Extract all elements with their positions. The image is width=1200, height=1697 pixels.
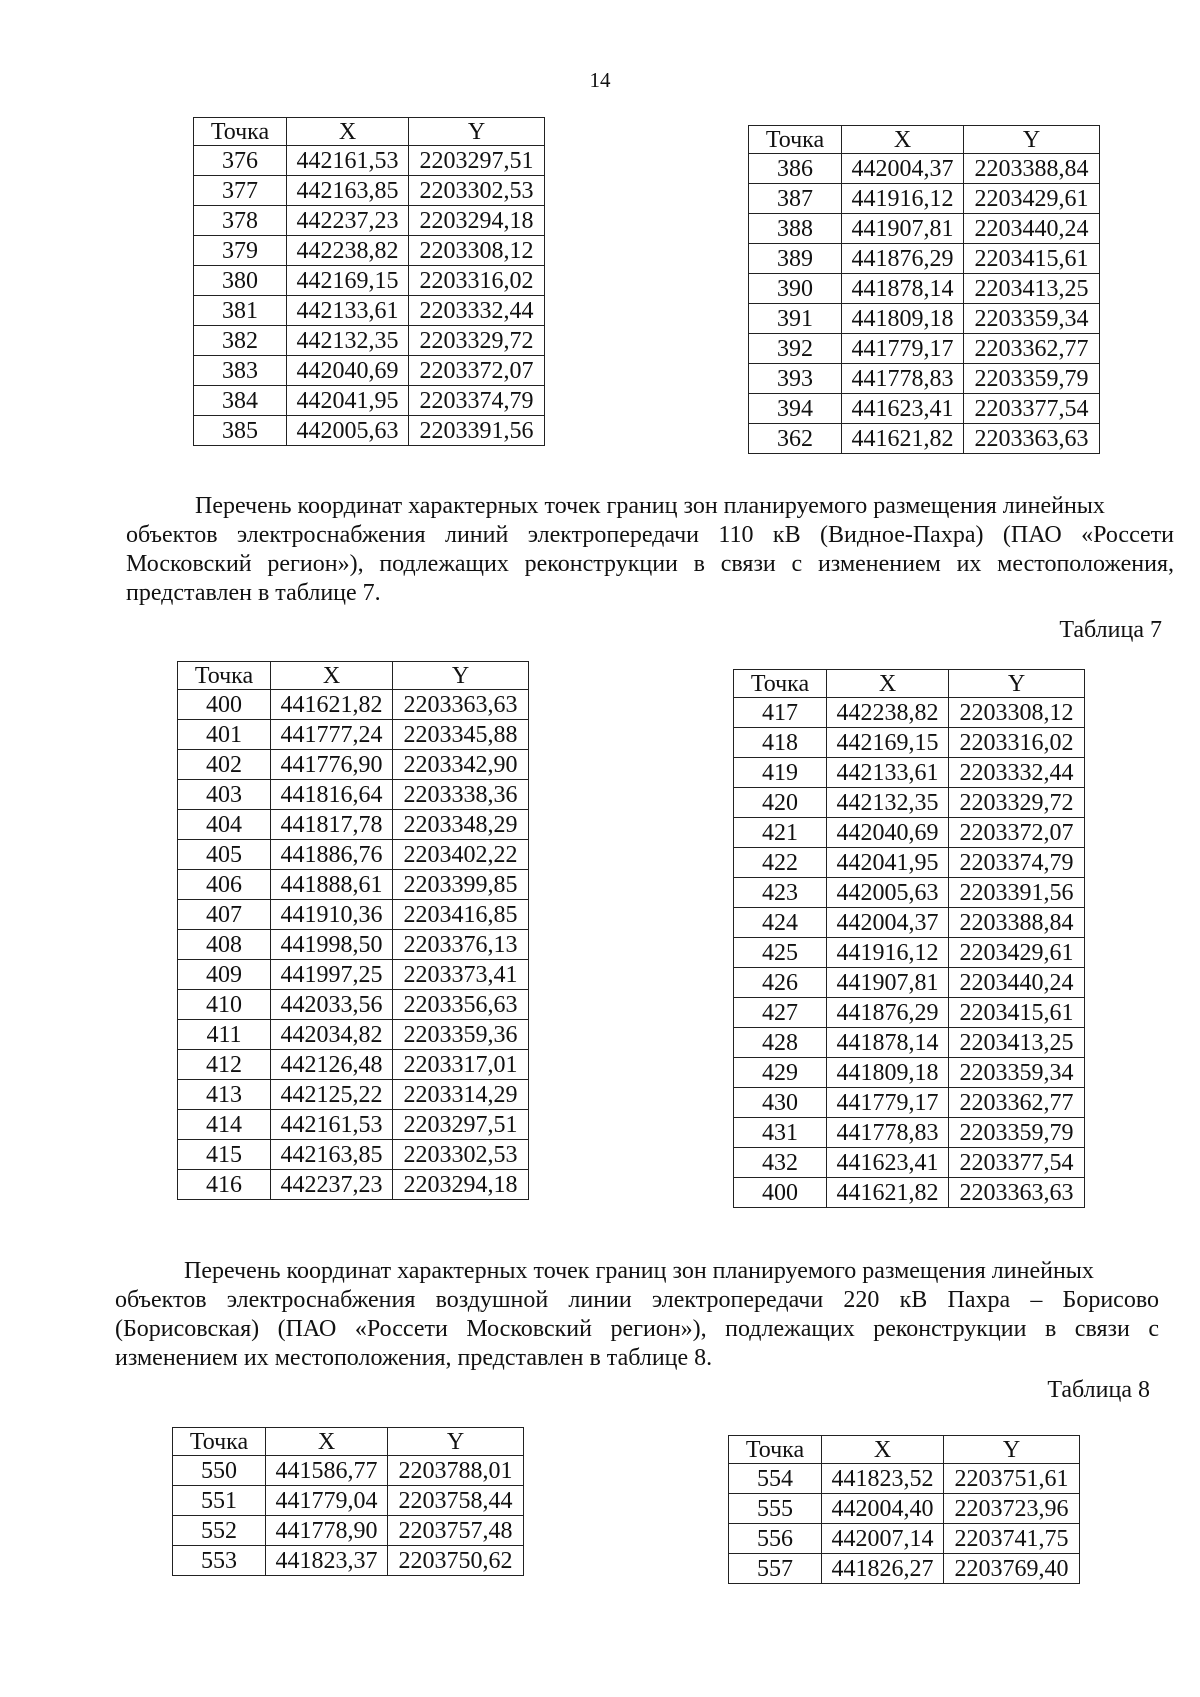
table-row (178, 1050, 529, 1080)
table-row (173, 1546, 524, 1576)
table-row (178, 900, 529, 930)
y-coordinate-cell: 2203294,18 (409, 206, 545, 236)
y-coordinate-cell: 2203317,01 (393, 1050, 529, 1080)
table-row (734, 878, 1085, 908)
table-header-row (173, 1428, 524, 1456)
x-column-header: X (827, 670, 949, 698)
table-row (734, 1118, 1085, 1148)
point-number-cell: 424 (734, 908, 827, 938)
point-number-cell: 384 (194, 386, 287, 416)
x-coordinate-cell: 442169,15 (827, 728, 949, 758)
point-number-cell: 418 (734, 728, 827, 758)
y-coordinate-cell: 2203362,77 (964, 334, 1100, 364)
point-number-cell: 422 (734, 848, 827, 878)
x-coordinate-cell: 442132,35 (287, 326, 409, 356)
y-coordinate-cell: 2203302,53 (409, 176, 545, 206)
x-coordinate-cell: 442161,53 (287, 146, 409, 176)
y-coordinate-cell: 2203399,85 (393, 870, 529, 900)
x-coordinate-cell: 441621,82 (842, 424, 964, 454)
table-row (178, 690, 529, 720)
y-coordinate-cell: 2203372,07 (949, 818, 1085, 848)
point-number-cell: 425 (734, 938, 827, 968)
point-column-header: Точка (729, 1436, 822, 1464)
point-number-cell: 394 (749, 394, 842, 424)
point-number-cell: 550 (173, 1456, 266, 1486)
table-7-intro-paragraph (126, 492, 1174, 608)
table-row (194, 296, 545, 326)
table-row (178, 810, 529, 840)
x-coordinate-cell: 441778,83 (827, 1118, 949, 1148)
x-coordinate-cell: 442163,85 (271, 1140, 393, 1170)
x-coordinate-cell: 441876,29 (827, 998, 949, 1028)
point-number-cell: 400 (734, 1178, 827, 1208)
coordinates-table-8-part-2 (728, 1435, 1080, 1584)
table-row (178, 870, 529, 900)
table-row (734, 728, 1085, 758)
x-coordinate-cell: 441621,82 (271, 690, 393, 720)
table-row (729, 1464, 1080, 1494)
y-coordinate-cell: 2203297,51 (393, 1110, 529, 1140)
point-number-cell: 380 (194, 266, 287, 296)
point-number-cell: 379 (194, 236, 287, 266)
table-row (749, 154, 1100, 184)
table-row (178, 840, 529, 870)
point-number-cell: 427 (734, 998, 827, 1028)
x-coordinate-cell: 442041,95 (287, 386, 409, 416)
x-coordinate-cell: 441997,25 (271, 960, 393, 990)
coordinates-table-7-part-2 (733, 669, 1085, 1208)
point-number-cell: 393 (749, 364, 842, 394)
y-coordinate-cell: 2203302,53 (393, 1140, 529, 1170)
table-row (194, 176, 545, 206)
y-coordinate-cell: 2203391,56 (409, 416, 545, 446)
y-coordinate-cell: 2203413,25 (949, 1028, 1085, 1058)
table-row (734, 848, 1085, 878)
page-number: 14 (589, 68, 611, 92)
table-header-row (194, 118, 545, 146)
x-column-header: X (842, 126, 964, 154)
point-number-cell: 383 (194, 356, 287, 386)
table-row (749, 214, 1100, 244)
x-column-header: X (266, 1428, 388, 1456)
point-column-header: Точка (173, 1428, 266, 1456)
x-coordinate-cell: 441779,17 (842, 334, 964, 364)
y-column-header: Y (949, 670, 1085, 698)
y-coordinate-cell: 2203338,36 (393, 780, 529, 810)
x-coordinate-cell: 442132,35 (827, 788, 949, 818)
y-coordinate-cell: 2203329,72 (949, 788, 1085, 818)
y-coordinate-cell: 2203769,40 (944, 1554, 1080, 1584)
point-number-cell: 378 (194, 206, 287, 236)
y-coordinate-cell: 2203316,02 (949, 728, 1085, 758)
point-number-cell: 376 (194, 146, 287, 176)
x-coordinate-cell: 442005,63 (827, 878, 949, 908)
x-coordinate-cell: 441907,81 (827, 968, 949, 998)
table-row (749, 304, 1100, 334)
y-column-header: Y (964, 126, 1100, 154)
x-coordinate-cell: 442126,48 (271, 1050, 393, 1080)
point-number-cell: 410 (178, 990, 271, 1020)
y-coordinate-cell: 2203308,12 (949, 698, 1085, 728)
table-8-intro-paragraph (115, 1257, 1159, 1373)
y-coordinate-cell: 2203359,36 (393, 1020, 529, 1050)
point-number-cell: 404 (178, 810, 271, 840)
point-number-cell: 556 (729, 1524, 822, 1554)
x-coordinate-cell: 441586,77 (266, 1456, 388, 1486)
y-coordinate-cell: 2203750,62 (388, 1546, 524, 1576)
y-column-header: Y (409, 118, 545, 146)
point-number-cell: 390 (749, 274, 842, 304)
x-coordinate-cell: 442004,37 (827, 908, 949, 938)
x-coordinate-cell: 441907,81 (842, 214, 964, 244)
x-coordinate-cell: 442005,63 (287, 416, 409, 446)
point-number-cell: 412 (178, 1050, 271, 1080)
x-coordinate-cell: 442238,82 (827, 698, 949, 728)
x-coordinate-cell: 442004,40 (822, 1494, 944, 1524)
point-number-cell: 419 (734, 758, 827, 788)
x-coordinate-cell: 442034,82 (271, 1020, 393, 1050)
table-header-row (178, 662, 529, 690)
x-coordinate-cell: 442004,37 (842, 154, 964, 184)
table-row (749, 184, 1100, 214)
table-row (178, 750, 529, 780)
x-coordinate-cell: 441779,04 (266, 1486, 388, 1516)
point-number-cell: 386 (749, 154, 842, 184)
table-row (734, 1028, 1085, 1058)
point-number-cell: 555 (729, 1494, 822, 1524)
x-coordinate-cell: 442169,15 (287, 266, 409, 296)
point-number-cell: 409 (178, 960, 271, 990)
x-coordinate-cell: 441817,78 (271, 810, 393, 840)
y-coordinate-cell: 2203741,75 (944, 1524, 1080, 1554)
x-coordinate-cell: 442161,53 (271, 1110, 393, 1140)
x-coordinate-cell: 441888,61 (271, 870, 393, 900)
y-coordinate-cell: 2203413,25 (964, 274, 1100, 304)
table-row (178, 720, 529, 750)
y-column-header: Y (944, 1436, 1080, 1464)
x-coordinate-cell: 442163,85 (287, 176, 409, 206)
paragraph-text: объектов электроснабжения воздушной линии электропередачи 220 кВ Пахра – Борисово (Борисовская) (ПАО «Россети Московский регион»), подлежащих реконструкции в связи с изменением их местоположения, представлен в таблице 8. (115, 1287, 1159, 1371)
y-coordinate-cell: 2203429,61 (949, 938, 1085, 968)
y-coordinate-cell: 2203359,34 (949, 1058, 1085, 1088)
y-coordinate-cell: 2203376,13 (393, 930, 529, 960)
point-number-cell: 406 (178, 870, 271, 900)
point-number-cell: 387 (749, 184, 842, 214)
x-coordinate-cell: 441623,41 (827, 1148, 949, 1178)
table-row (734, 968, 1085, 998)
point-column-header: Точка (734, 670, 827, 698)
y-coordinate-cell: 2203388,84 (964, 154, 1100, 184)
point-number-cell: 428 (734, 1028, 827, 1058)
table-8-caption: Таблица 8 (1047, 1377, 1150, 1403)
y-coordinate-cell: 2203359,34 (964, 304, 1100, 334)
table-row (178, 780, 529, 810)
table-row (194, 326, 545, 356)
point-number-cell: 382 (194, 326, 287, 356)
point-number-cell: 401 (178, 720, 271, 750)
table-row (729, 1554, 1080, 1584)
x-coordinate-cell: 441823,52 (822, 1464, 944, 1494)
x-coordinate-cell: 441826,27 (822, 1554, 944, 1584)
x-coordinate-cell: 441777,24 (271, 720, 393, 750)
table-row (729, 1524, 1080, 1554)
y-coordinate-cell: 2203297,51 (409, 146, 545, 176)
x-coordinate-cell: 441878,14 (827, 1028, 949, 1058)
table-row (178, 1170, 529, 1200)
table-7-caption: Таблица 7 (1059, 617, 1162, 643)
table-row (173, 1486, 524, 1516)
y-coordinate-cell: 2203391,56 (949, 878, 1085, 908)
x-coordinate-cell: 441916,12 (842, 184, 964, 214)
point-number-cell: 389 (749, 244, 842, 274)
table-header-row (729, 1436, 1080, 1464)
table-row (749, 244, 1100, 274)
point-number-cell: 402 (178, 750, 271, 780)
point-number-cell: 381 (194, 296, 287, 326)
y-coordinate-cell: 2203377,54 (964, 394, 1100, 424)
table-row (173, 1456, 524, 1486)
table-row (734, 1088, 1085, 1118)
x-coordinate-cell: 441776,90 (271, 750, 393, 780)
point-number-cell: 426 (734, 968, 827, 998)
point-number-cell: 416 (178, 1170, 271, 1200)
point-number-cell: 403 (178, 780, 271, 810)
table-row (734, 1058, 1085, 1088)
y-coordinate-cell: 2203332,44 (409, 296, 545, 326)
y-coordinate-cell: 2203345,88 (393, 720, 529, 750)
point-number-cell: 431 (734, 1118, 827, 1148)
x-coordinate-cell: 442041,95 (827, 848, 949, 878)
y-coordinate-cell: 2203440,24 (964, 214, 1100, 244)
y-column-header: Y (393, 662, 529, 690)
point-number-cell: 417 (734, 698, 827, 728)
y-coordinate-cell: 2203429,61 (964, 184, 1100, 214)
x-coordinate-cell: 442133,61 (827, 758, 949, 788)
paragraph-text: объектов электроснабжения линий электропередачи 110 кВ (Видное-Пахра) (ПАО «Россети Московский регион»), подлежащих реконструкции в связи с изменением их местоположения, представлен в таблице 7. (126, 522, 1174, 606)
table-header-row (734, 670, 1085, 698)
y-coordinate-cell: 2203758,44 (388, 1486, 524, 1516)
point-number-cell: 557 (729, 1554, 822, 1584)
table-row (734, 758, 1085, 788)
table-row (194, 146, 545, 176)
table-row (734, 908, 1085, 938)
y-coordinate-cell: 2203373,41 (393, 960, 529, 990)
y-coordinate-cell: 2203363,63 (949, 1178, 1085, 1208)
coordinates-table-7-part-1 (177, 661, 529, 1200)
point-number-cell: 411 (178, 1020, 271, 1050)
y-coordinate-cell: 2203374,79 (409, 386, 545, 416)
y-column-header: Y (388, 1428, 524, 1456)
point-number-cell: 432 (734, 1148, 827, 1178)
point-number-cell: 408 (178, 930, 271, 960)
x-coordinate-cell: 442040,69 (287, 356, 409, 386)
point-number-cell: 553 (173, 1546, 266, 1576)
table-row (178, 990, 529, 1020)
x-coordinate-cell: 441878,14 (842, 274, 964, 304)
table-row (734, 938, 1085, 968)
table-row (749, 334, 1100, 364)
coordinates-table-8-part-1 (172, 1427, 524, 1576)
y-coordinate-cell: 2203723,96 (944, 1494, 1080, 1524)
x-coordinate-cell: 442125,22 (271, 1080, 393, 1110)
x-coordinate-cell: 442133,61 (287, 296, 409, 326)
x-coordinate-cell: 441778,83 (842, 364, 964, 394)
table-header-row (749, 126, 1100, 154)
table-row (194, 206, 545, 236)
table-row (178, 1080, 529, 1110)
point-number-cell: 551 (173, 1486, 266, 1516)
table-row (194, 416, 545, 446)
x-coordinate-cell: 441621,82 (827, 1178, 949, 1208)
table-row (178, 1110, 529, 1140)
table-row (194, 356, 545, 386)
table-row (734, 1148, 1085, 1178)
y-coordinate-cell: 2203316,02 (409, 266, 545, 296)
table-row (173, 1516, 524, 1546)
x-coordinate-cell: 442007,14 (822, 1524, 944, 1554)
point-number-cell: 552 (173, 1516, 266, 1546)
x-coordinate-cell: 441886,76 (271, 840, 393, 870)
x-coordinate-cell: 442238,82 (287, 236, 409, 266)
y-coordinate-cell: 2203314,29 (393, 1080, 529, 1110)
point-number-cell: 423 (734, 878, 827, 908)
point-number-cell: 554 (729, 1464, 822, 1494)
table-row (178, 1020, 529, 1050)
table-row (194, 266, 545, 296)
x-coordinate-cell: 442040,69 (827, 818, 949, 848)
point-column-header: Точка (749, 126, 842, 154)
point-number-cell: 392 (749, 334, 842, 364)
x-coordinate-cell: 442237,23 (271, 1170, 393, 1200)
y-coordinate-cell: 2203356,63 (393, 990, 529, 1020)
point-number-cell: 429 (734, 1058, 827, 1088)
y-coordinate-cell: 2203348,29 (393, 810, 529, 840)
table-row (749, 274, 1100, 304)
y-coordinate-cell: 2203374,79 (949, 848, 1085, 878)
x-coordinate-cell: 441779,17 (827, 1088, 949, 1118)
point-number-cell: 430 (734, 1088, 827, 1118)
y-coordinate-cell: 2203363,63 (964, 424, 1100, 454)
x-coordinate-cell: 441778,90 (266, 1516, 388, 1546)
point-number-cell: 388 (749, 214, 842, 244)
y-coordinate-cell: 2203362,77 (949, 1088, 1085, 1118)
y-coordinate-cell: 2203329,72 (409, 326, 545, 356)
x-coordinate-cell: 441809,18 (842, 304, 964, 334)
y-coordinate-cell: 2203415,61 (964, 244, 1100, 274)
y-coordinate-cell: 2203416,85 (393, 900, 529, 930)
x-coordinate-cell: 441623,41 (842, 394, 964, 424)
table-row (178, 960, 529, 990)
y-coordinate-cell: 2203332,44 (949, 758, 1085, 788)
point-number-cell: 407 (178, 900, 271, 930)
point-number-cell: 362 (749, 424, 842, 454)
point-number-cell: 385 (194, 416, 287, 446)
point-column-header: Точка (194, 118, 287, 146)
x-coordinate-cell: 441816,64 (271, 780, 393, 810)
x-coordinate-cell: 442033,56 (271, 990, 393, 1020)
y-coordinate-cell: 2203294,18 (393, 1170, 529, 1200)
y-coordinate-cell: 2203342,90 (393, 750, 529, 780)
table-row (729, 1494, 1080, 1524)
x-coordinate-cell: 442237,23 (287, 206, 409, 236)
x-column-header: X (287, 118, 409, 146)
point-number-cell: 414 (178, 1110, 271, 1140)
y-coordinate-cell: 2203415,61 (949, 998, 1085, 1028)
x-coordinate-cell: 441998,50 (271, 930, 393, 960)
table-row (194, 386, 545, 416)
coordinates-table-6-part-1 (193, 117, 545, 446)
point-number-cell: 415 (178, 1140, 271, 1170)
point-number-cell: 391 (749, 304, 842, 334)
point-number-cell: 400 (178, 690, 271, 720)
table-row (734, 788, 1085, 818)
table-row (178, 930, 529, 960)
y-coordinate-cell: 2203751,61 (944, 1464, 1080, 1494)
y-coordinate-cell: 2203363,63 (393, 690, 529, 720)
point-number-cell: 413 (178, 1080, 271, 1110)
x-coordinate-cell: 441823,37 (266, 1546, 388, 1576)
table-row (734, 698, 1085, 728)
y-coordinate-cell: 2203359,79 (964, 364, 1100, 394)
table-row (749, 364, 1100, 394)
x-coordinate-cell: 441910,36 (271, 900, 393, 930)
y-coordinate-cell: 2203372,07 (409, 356, 545, 386)
paragraph-first-line: Перечень координат характерных точек границ зон планируемого размещения линейных (195, 493, 1105, 519)
point-number-cell: 420 (734, 788, 827, 818)
y-coordinate-cell: 2203359,79 (949, 1118, 1085, 1148)
x-coordinate-cell: 441809,18 (827, 1058, 949, 1088)
point-number-cell: 421 (734, 818, 827, 848)
coordinates-table-6-part-2 (748, 125, 1100, 454)
y-coordinate-cell: 2203788,01 (388, 1456, 524, 1486)
point-number-cell: 377 (194, 176, 287, 206)
x-column-header: X (271, 662, 393, 690)
table-row (749, 394, 1100, 424)
paragraph-first-line: Перечень координат характерных точек границ зон планируемого размещения линейных (184, 1258, 1094, 1284)
y-coordinate-cell: 2203402,22 (393, 840, 529, 870)
y-coordinate-cell: 2203308,12 (409, 236, 545, 266)
point-number-cell: 405 (178, 840, 271, 870)
y-coordinate-cell: 2203757,48 (388, 1516, 524, 1546)
table-row (734, 818, 1085, 848)
table-row (734, 998, 1085, 1028)
x-coordinate-cell: 441916,12 (827, 938, 949, 968)
point-column-header: Точка (178, 662, 271, 690)
y-coordinate-cell: 2203377,54 (949, 1148, 1085, 1178)
table-row (734, 1178, 1085, 1208)
table-row (178, 1140, 529, 1170)
y-coordinate-cell: 2203388,84 (949, 908, 1085, 938)
table-row (194, 236, 545, 266)
y-coordinate-cell: 2203440,24 (949, 968, 1085, 998)
x-coordinate-cell: 441876,29 (842, 244, 964, 274)
x-column-header: X (822, 1436, 944, 1464)
table-row (749, 424, 1100, 454)
